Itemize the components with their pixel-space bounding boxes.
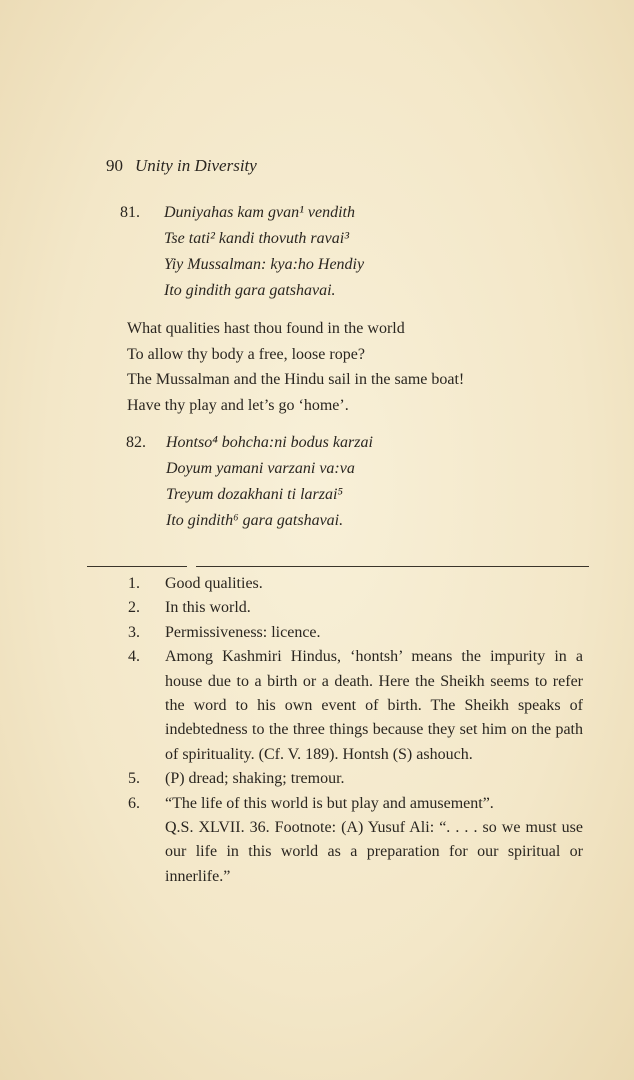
- footnote-item: [128, 792, 583, 816]
- footnote-number: 1.: [128, 575, 140, 592]
- verse-line: Tse tati² kandi thovuth ravai³: [164, 230, 349, 247]
- footnote-text: Among Kashmiri Hindus, ‘hontsh’ means the impurity in a house due to a birth or a death. Here the Sheikh seems to refer the word to his own event of birth. The Sheikh speaks of indebtedness to the three things because they set him on the path of spirituality. (Cf. V. 189). Hontsh (S) ashouch.: [165, 648, 583, 763]
- running-title: Unity in Diversity: [135, 156, 257, 175]
- footnote-text: In this world.: [165, 599, 251, 617]
- footnote-text: Good qualities.: [165, 575, 263, 592]
- footnotes-list: [128, 572, 583, 889]
- verse-line: Yiy Mussalman: kya:ho Hendiy: [164, 256, 365, 273]
- translation-line: Have thy play and let’s go ‘home’.: [127, 396, 349, 414]
- footnote-text: Permissiveness: licence.: [165, 623, 321, 641]
- translation-81: [127, 316, 464, 418]
- verse-line: Ito gindith gara gatshavai.: [164, 282, 336, 299]
- translation-line: What qualities hast thou found in the world: [127, 320, 405, 337]
- verse-line: Treyum dozakhani ti larzai⁵: [166, 486, 343, 503]
- footnote-number: 4.: [128, 648, 140, 666]
- verse-number: 81.: [120, 204, 140, 221]
- footnote-divider-left: [87, 566, 187, 567]
- footnote-item: [128, 767, 583, 791]
- running-header: [106, 156, 257, 176]
- verse-line: [126, 430, 373, 456]
- footnote-number: 6.: [128, 794, 140, 812]
- footnote-number: 5.: [128, 770, 140, 788]
- footnote-number: 2.: [128, 599, 140, 617]
- verse-line: [120, 200, 364, 226]
- footnote-number: 3.: [128, 623, 140, 641]
- verse-number: 82.: [126, 434, 146, 451]
- page-number: 90: [106, 156, 123, 175]
- footnote-item: [128, 572, 583, 596]
- verse-line: Ito gindith⁶ gara gatshavai.: [166, 512, 344, 529]
- footnote-text: “The life of this world is but play and amusement”.: [165, 794, 494, 812]
- footnote-item: [128, 645, 583, 767]
- verse-text: Hontso⁴ bohcha:ni bodus karzai: [166, 434, 373, 451]
- footnote-text: (P) dread; shaking; tremour.: [165, 770, 345, 788]
- footnote-divider-right: [196, 566, 589, 567]
- footnote-continuation: Q.S. XLVII. 36. Footnote: (A) Yusuf Ali: “. . . . so we must use our life in this world as a preparation for our spiritual or innerlife.”: [165, 819, 583, 885]
- verse-line: Doyum yamani varzani va:va: [166, 460, 355, 477]
- verse-82: [126, 430, 373, 534]
- translation-line: The Mussalman and the Hindu sail in the same boat!: [127, 371, 465, 388]
- translation-line: To allow thy body a free, loose rope?: [127, 345, 365, 363]
- footnote-item: [128, 621, 583, 645]
- footnote-item: [128, 596, 583, 620]
- verse-81: [120, 200, 364, 304]
- verse-text: Duniyahas kam gvan¹ vendith: [164, 204, 355, 221]
